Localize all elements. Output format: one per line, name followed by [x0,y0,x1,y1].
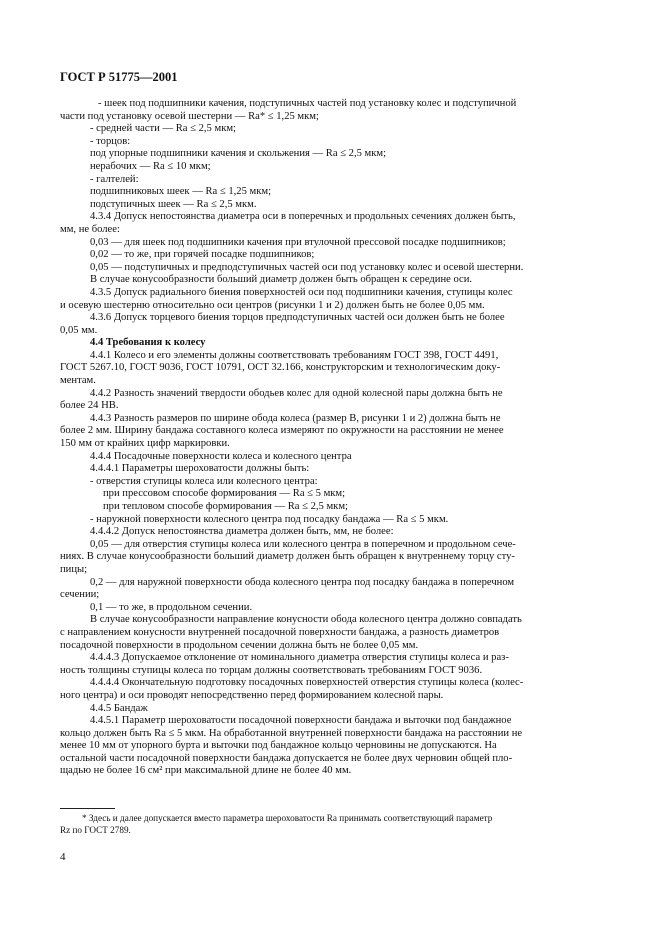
text-line: посадочной поверхности в продольном сечении должна быть не более 0,05 мм. [60,639,419,651]
text-line: под упорные подшипники качения и скольжения — Ra ≤ 2,5 мкм; [90,148,387,160]
text-line: подступичных шеек — Ra ≤ 2,5 мкм. [90,198,257,210]
text-line: 0,02 — то же, при горячей посадке подшипников; [90,249,315,261]
footnote [60,813,600,836]
text-line: 4.4.4 Посадочные поверхности колеса и колесного центра [90,450,352,462]
text-line: 4.4.4.1 Параметры шероховатости должны быть: [90,463,310,475]
text-line: 4.4.3 Разность размеров по ширине обода колеса (размер B, рисунки 1 и 2) должна быть не [90,412,501,424]
document-header: ГОСТ Р 51775—2001 [60,70,178,84]
text-line: 0,2 — для наружной поверхности обода колесного центра под посадку бандажа в поперечном [90,576,515,588]
text-line: 4.4.4.3 Допускаемое отклонение от номинального диаметра отверстия ступицы колеса и раз- [90,652,509,664]
text-line: более 2 мм. Ширину бандажа составного колеса измеряют по окружности на расстоянии не менее [60,425,504,437]
text-line: 150 мм от крайних цифр маркировки. [60,438,230,450]
text-line: сечении; [60,589,100,601]
text-line: менее 10 мм от упорного бурта и выточки под бандажное кольцо черновины не допускаются. На [60,740,497,752]
text-line: - отверстия ступицы колеса или колесного центра: [90,475,318,487]
text-line: при прессовом способе формирования — Ra ≤ 5 мкм; [103,488,346,500]
footnote-divider [60,808,115,809]
text-line: В случае конусообразности больший диаметр должен быть обращен к середине оси. [90,274,473,286]
text-line: 4.3.6 Допуск торцевого биения торцов предподступичных частей оси должен быть не более [90,312,505,324]
text-line: - галтелей: [90,173,139,185]
page-number: 4 [60,851,66,863]
text-line: щадью не более 16 см² при максимальной длине не более 40 мм. [60,765,352,777]
text-line: 4.4.1 Колесо и его элементы должны соответствовать требованиям ГОСТ 398, ГОСТ 4491, [90,349,499,361]
text-line: остальной части посадочной поверхности бандажа допускается не более двух черновин общей пло- [60,752,513,764]
section-heading: 4.4 Требования к колесу [90,337,206,349]
text-line: пицы; [60,563,88,575]
footnote-line: Rz по ГОСТ 2789. [60,824,131,835]
text-line: подшипниковых шеек — Ra ≤ 1,25 мкм; [90,186,272,198]
text-line: 4.3.4 Допуск непостоянства диаметра оси в поперечных и продольных сечениях должен быть, [90,211,516,223]
text-line: при тепловом способе формирования — Ra ≤ 2,5 мкм; [103,501,348,512]
text-line: В случае конусообразности направление конусности обода колесного центра должно совпадать [90,614,522,626]
text-line: с направлением конусности внутренней посадочной поверхности бандажа, а разность диаметров [60,626,500,638]
text-line: ГОСТ 5267.10, ГОСТ 9036, ГОСТ 10791, ОСТ 32.166, конструкторским и технологическим доку- [60,362,501,374]
footnote-line: * Здесь и далее допускается вместо параметра шероховатости Ra принимать соответствующий параметр [82,813,493,823]
text-line: - наружной поверхности колесного центра под посадку бандажа — Ra ≤ 5 мкм. [90,513,449,525]
text-line: 0,03 — для шеек под подшипники качения при втулочной прессовой посадке подшипников; [90,236,506,248]
text-line: 0,05 — для отверстия ступицы колеса или колесного центра в поперечном и продольном сече- [90,538,516,550]
text-line: - средней части — Ra ≤ 2,5 мкм; [90,123,237,135]
text-line: 4.4.2 Разность значений твердости ободьев колес для одной колесной пары должна быть не [90,387,503,399]
text-line: нерабочих — Ra ≤ 10 мкм; [90,160,211,172]
text-line: ность толщины ступицы колеса по торцам должны соответствовать требованиям ГОСТ 9036. [60,664,483,676]
text-line: части под установку осевой шестерни — Ra* ≤ 1,25 мкм; [60,110,319,122]
text-line: - шеек под подшипники качения, подступичных частей под установку колес и подступичной [98,98,517,109]
text-line: кольцо должен быть Ra ≤ 5 мкм. На обработанной внутренней поверхности бандажа на расстоянии не [60,727,523,739]
text-line: мм, не более: [60,223,120,235]
text-line: 4.4.4.2 Допуск непостоянства диаметра должен быть, мм, не более: [90,526,394,538]
text-line: ментам. [60,375,96,387]
text-line: 0,1 — то же, в продольном сечении. [90,601,253,613]
text-line: ниях. В случае конусообразности больший диаметр должен быть обращен к внутреннему торцу сту- [60,551,515,563]
text-line: - торцов: [90,135,131,147]
text-line: 0,05 — подступичных и предподступичных частей оси под установку колес и осевой шестерни. [90,261,524,273]
text-line: 4.4.5.1 Параметр шероховатости посадочной поверхности бандажа и выточки под бандажное [90,715,512,727]
text-line: 4.4.4.4 Окончательную подготовку посадочных поверхностей отверстия ступицы колеса (колес- [90,677,524,689]
document-body [60,98,600,778]
text-line: ного центра) и оси проводят непосредственно перед формированием колесной пары. [60,689,444,701]
text-line: более 24 НВ. [60,400,119,412]
text-line: 4.4.5 Бандаж [90,702,148,714]
text-line: 0,05 мм. [60,324,98,336]
text-line: и осевую шестерню относительно оси центров (рисунки 1 и 2) должен быть не более 0,05 мм. [60,299,485,311]
text-line: 4.3.5 Допуск радиального биения поверхностей оси под подшипники качения, ступицы колес [90,286,513,298]
